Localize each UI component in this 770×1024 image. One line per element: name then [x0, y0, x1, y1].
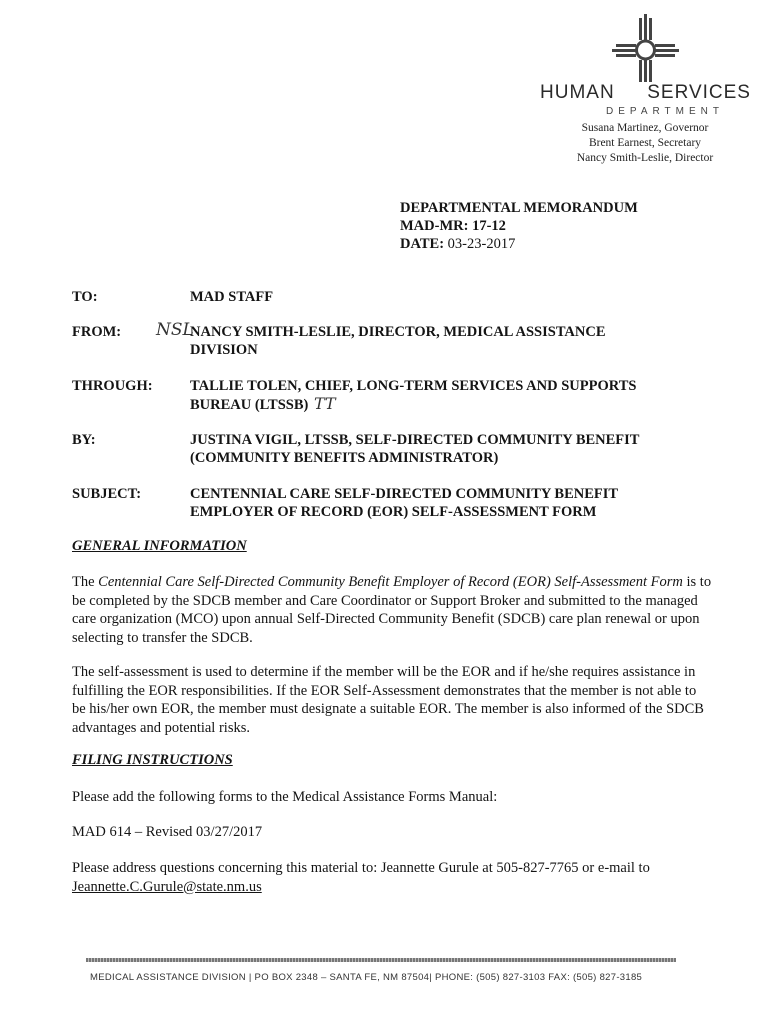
contact-text: Please address questions concerning this material to: Jeannette Gurule at 505-827-7765 or e-mail to	[72, 860, 650, 876]
memo-number-label: MAD-MR:	[400, 218, 469, 234]
general-paragraph-1	[72, 573, 712, 647]
general-paragraph-2: The self-assessment is used to determine if the member will be the EOR and if he/she requires assistance in fulfilling the EOR responsibilities. If the EOR Self-Assessment demonstrates that the member is not able to be his/her own EOR, the member must designate a suitable EOR. The member is also informed of the SDCB advantages and potential risks.	[72, 664, 704, 736]
field-subject-line2: EMPLOYER OF RECORD (EOR) SELF-ASSESSMENT FORM	[190, 504, 597, 520]
org-name-right: SERVICES	[647, 82, 751, 103]
letterhead	[540, 14, 750, 117]
filing-paragraph-2: MAD 614 – Revised 03/27/2017	[72, 824, 263, 840]
memo-title: DEPARTMENTAL MEMORANDUM	[400, 200, 638, 216]
field-from-line2: DIVISION	[190, 342, 258, 358]
official-director: Nancy Smith-Leslie, Director	[576, 152, 714, 164]
field-from-label: FROM:	[72, 324, 122, 340]
org-name	[540, 82, 750, 104]
field-through-label: THROUGH:	[72, 378, 153, 394]
field-from-line1: NANCY SMITH-LESLIE, DIRECTOR, MEDICAL ASSISTANCE	[190, 324, 606, 340]
memo-header	[400, 199, 638, 253]
field-subject-value	[190, 485, 670, 521]
org-name-left: HUMAN	[540, 82, 615, 103]
official-secretary: Brent Earnest, Secretary	[588, 137, 702, 149]
filing-instructions-heading: FILING INSTRUCTIONS	[72, 752, 233, 768]
general-information-heading: GENERAL INFORMATION	[72, 538, 247, 554]
field-through-line2: BUREAU (LTSSB)	[190, 397, 309, 413]
memo-date: 03-23-2017	[447, 236, 516, 252]
field-through-value	[190, 377, 670, 414]
zia-sun-symbol-icon	[610, 14, 680, 82]
official-governor: Susana Martinez, Governor	[581, 122, 709, 134]
field-subject-label: SUBJECT:	[72, 486, 142, 502]
officials-list	[560, 121, 730, 166]
memo-date-label: DATE:	[400, 236, 445, 252]
filing-paragraph-1: Please add the following forms to the Medical Assistance Forms Manual:	[72, 789, 498, 805]
footer-address: MEDICAL ASSISTANCE DIVISION | PO BOX 2348 – SANTA FE, NM 87504| PHONE: (505) 827-3103 FAX: (505) 827-3185	[90, 972, 643, 983]
memo-number-line	[400, 217, 638, 235]
memo-number: 17-12	[472, 218, 506, 234]
filing-paragraph-3	[72, 859, 712, 896]
field-from-value	[190, 323, 670, 359]
field-to-label: TO:	[72, 289, 98, 305]
contact-email-link[interactable]: Jeannette.C.Gurule@state.nm.us	[72, 878, 262, 895]
field-subject-line1: CENTENNIAL CARE SELF-DIRECTED COMMUNITY BENEFIT	[190, 486, 619, 502]
field-through-line1: TALLIE TOLEN, CHIEF, LONG-TERM SERVICES AND SUPPORTS	[190, 378, 637, 394]
field-by-label: BY:	[72, 432, 96, 448]
from-initials-signature: NSL	[156, 320, 194, 340]
field-to-value: MAD STAFF	[190, 289, 274, 305]
field-by-line1: JUSTINA VIGIL, LTSSB, SELF-DIRECTED COMMUNITY BENEFIT	[190, 432, 640, 448]
footer-divider	[86, 958, 676, 962]
field-by-line2: (COMMUNITY BENEFITS ADMINISTRATOR)	[190, 450, 499, 466]
form-name-italic: Centennial Care Self-Directed Community Benefit Employer of Record (EOR) Self-Assessment Form	[98, 574, 683, 590]
memo-date-line	[400, 235, 638, 253]
general-p1-prefix: The	[72, 574, 99, 590]
org-subtitle: DEPARTMENT	[606, 106, 724, 117]
field-by-value	[190, 431, 670, 467]
general-p1-rest: is to be completed by the SDCB member and Care Coordinator or Support Broker and submitted to the managed care organization (MCO) upon annual Self-Directed Community Benefit (SDCB) care plan renewal or upon selecting to transfer the SDCB.	[72, 574, 712, 646]
through-initials-signature: TT	[313, 394, 336, 413]
